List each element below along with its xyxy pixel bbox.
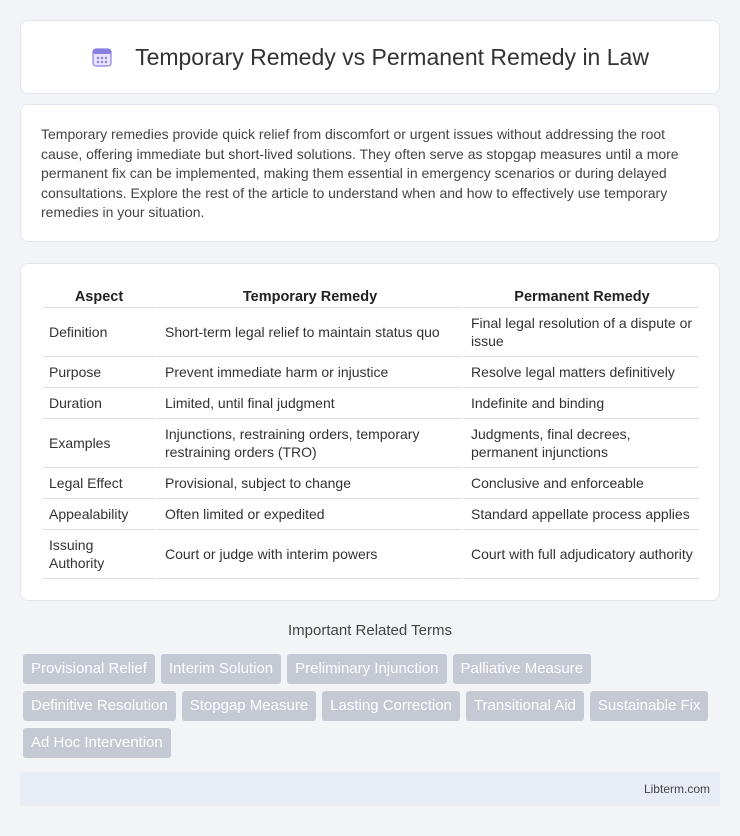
- related-term-tag[interactable]: Interim Solution: [161, 654, 281, 684]
- row-temporary: Often limited or expedited: [155, 499, 461, 530]
- row-temporary: Prevent immediate harm or injustice: [155, 357, 461, 388]
- comparison-table: [43, 284, 699, 579]
- row-permanent: Conclusive and enforceable: [461, 468, 699, 499]
- related-term-tag[interactable]: Palliative Measure: [453, 654, 592, 684]
- table-row: [43, 468, 699, 499]
- row-temporary: Limited, until final judgment: [155, 388, 461, 419]
- row-aspect: Duration: [43, 388, 155, 419]
- intro-paragraph: Temporary remedies provide quick relief from discomfort or urgent issues without addressing the root cause, offering immediate but short-lived solutions. They often serve as stopgap measures until a more permanent fix can be implemented, making them essential in emergency scenarios or during delayed consultations. Explore the rest of the article to understand when and how to effectively use temporary remedies in your situation.: [41, 126, 679, 221]
- row-aspect: Legal Effect: [43, 468, 155, 499]
- header-permanent: Permanent Remedy: [461, 284, 699, 308]
- related-term-tag[interactable]: Preliminary Injunction: [287, 654, 446, 684]
- table-row: [43, 388, 699, 419]
- related-term-tag[interactable]: Ad Hoc Intervention: [23, 728, 171, 758]
- row-permanent: Resolve legal matters definitively: [461, 357, 699, 388]
- header-temporary: Temporary Remedy: [155, 284, 461, 308]
- related-terms-list: [23, 654, 723, 758]
- page-title: Temporary Remedy vs Permanent Remedy in Law: [135, 43, 649, 70]
- row-aspect: Definition: [43, 308, 155, 357]
- calendar-icon: [91, 46, 113, 68]
- related-term-tag[interactable]: Transitional Aid: [466, 691, 584, 721]
- row-aspect: Appealability: [43, 499, 155, 530]
- comparison-card: [20, 263, 720, 601]
- related-term-tag[interactable]: Sustainable Fix: [590, 691, 709, 721]
- table-row: [43, 530, 699, 579]
- related-term-tag[interactable]: Stopgap Measure: [182, 691, 316, 721]
- row-permanent: Final legal resolution of a dispute or issue: [461, 308, 699, 357]
- row-permanent: Court with full adjudicatory authority: [461, 530, 699, 579]
- row-permanent: Judgments, final decrees, permanent injunctions: [461, 419, 699, 468]
- header-aspect: Aspect: [43, 284, 155, 308]
- related-term-tag[interactable]: Definitive Resolution: [23, 691, 176, 721]
- table-header-row: [43, 284, 699, 308]
- table-row: [43, 419, 699, 468]
- row-permanent: Standard appellate process applies: [461, 499, 699, 530]
- table-row: [43, 357, 699, 388]
- related-term-tag[interactable]: Lasting Correction: [322, 691, 460, 721]
- table-row: [43, 499, 699, 530]
- row-aspect: Purpose: [43, 357, 155, 388]
- footer-site-link[interactable]: Libterm.com: [643, 782, 710, 796]
- related-terms-title: Important Related Terms: [288, 622, 452, 639]
- row-temporary: Injunctions, restraining orders, temporary restraining orders (TRO): [155, 419, 461, 468]
- row-temporary: Provisional, subject to change: [155, 468, 461, 499]
- row-aspect: Issuing Authority: [43, 530, 155, 579]
- header-card: [20, 20, 720, 94]
- table-row: [43, 308, 699, 357]
- footer: [20, 772, 720, 806]
- row-aspect: Examples: [43, 419, 155, 468]
- row-permanent: Indefinite and binding: [461, 388, 699, 419]
- row-temporary: Court or judge with interim powers: [155, 530, 461, 579]
- row-temporary: Short-term legal relief to maintain status quo: [155, 308, 461, 357]
- intro-card: [20, 104, 720, 242]
- related-term-tag[interactable]: Provisional Relief: [23, 654, 155, 684]
